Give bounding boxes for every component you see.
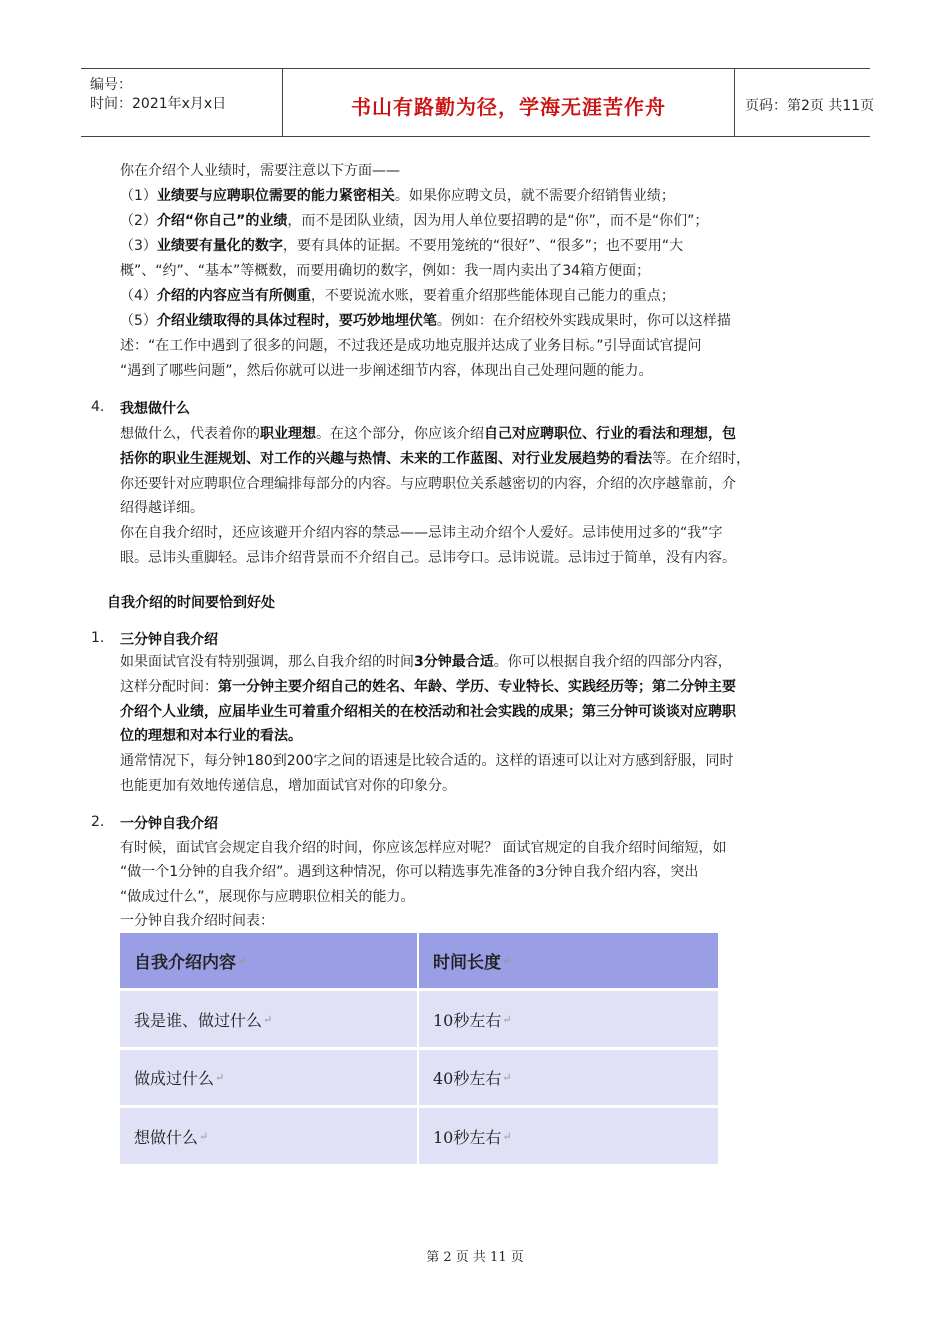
paragraph-line: 绍得越详细。 bbox=[120, 500, 204, 516]
intro-line: 你在介绍个人业绩时，需要注意以下方面—— bbox=[120, 163, 400, 179]
paragraph-line: 眼。忌讳头重脚轻。忌讳介绍背景而不介绍自己。忌讳夸口。忌讳说谎。忌讳过于简单，没有内容。 bbox=[120, 550, 736, 566]
cell-text: 10秒左右 bbox=[433, 1010, 502, 1030]
paragraph-line bbox=[120, 652, 732, 672]
table-cell bbox=[419, 991, 718, 1047]
text-run: 这样分配时间： bbox=[120, 679, 218, 695]
paragraph-line: 你在自我介绍时，还应该避开介绍内容的禁忌——忌讳主动介绍个人爱好。忌讳使用过多的“我”字 bbox=[120, 525, 723, 541]
text-run-bold: 自己对应聘职位、行业的看法和理想，包 bbox=[484, 426, 736, 442]
paragraph-mark-icon: ↵ bbox=[502, 954, 512, 967]
tip-item-5-cont: 述：“在工作中遇到了很多的问题，不过我还是成功地克服并达成了业务目标。”引导面试官提问 bbox=[120, 338, 702, 354]
tip-bold: 业绩要有量化的数字 bbox=[156, 238, 283, 254]
paragraph-line-bold: 介绍个人业绩，应届毕业生可着重介绍相关的在校活动和社会实践的成果；第三分钟可谈谈对应聘职 bbox=[120, 704, 736, 720]
table-row bbox=[120, 1108, 718, 1164]
cell-text: 自我介绍内容 bbox=[134, 953, 236, 973]
paragraph-line bbox=[120, 424, 736, 444]
tip-number: （5） bbox=[120, 313, 157, 329]
paragraph-mark-icon: ↵ bbox=[263, 1012, 273, 1026]
tip-number: （2） bbox=[120, 213, 157, 229]
tip-item-5 bbox=[120, 311, 731, 331]
table-cell bbox=[419, 1108, 718, 1164]
paragraph-line: 通常情况下，每分钟180到200字之间的语速是比较合适的。这样的语速可以让对方感到舒服，同时 bbox=[120, 753, 734, 769]
text-run: 。你可以根据自我介绍的四部分内容， bbox=[493, 654, 732, 670]
text-run: 等。在介绍时， bbox=[652, 451, 750, 467]
tip-item-3-cont: 概”、“约”、“基本”等概数，而要用确切的数字，例如：我一周内卖出了34箱方便面； bbox=[120, 263, 651, 279]
table-cell bbox=[120, 1108, 417, 1164]
tip-number: （4） bbox=[120, 288, 157, 304]
tip-item-1 bbox=[120, 186, 675, 206]
table-cell bbox=[419, 1050, 718, 1105]
paragraph-line bbox=[120, 449, 750, 469]
text-run-bold: 第一分钟主要介绍自己的姓名、年龄、学历、专业特长、实践经历等；第二分钟主要 bbox=[218, 679, 736, 695]
tip-text: ，而不是团队业绩，因为用人单位要招聘的是“你”，而不是“你们”； bbox=[287, 213, 709, 229]
section-title: 我想做什么 bbox=[120, 401, 190, 417]
table-caption: 一分钟自我介绍时间表： bbox=[120, 913, 274, 929]
tip-bold: 介绍“你自己”的业绩 bbox=[156, 213, 288, 229]
tip-bold: 业绩要与应聘职位需要的能力紧密相关 bbox=[156, 188, 395, 204]
cell-text: 我是谁、做过什么 bbox=[134, 1010, 263, 1030]
table-row bbox=[120, 1050, 718, 1105]
timing-heading: 自我介绍的时间要恰到好处 bbox=[107, 595, 275, 611]
tip-text: 。如果你应聘文员，就不需要介绍销售业绩； bbox=[394, 188, 675, 204]
table-cell bbox=[120, 991, 417, 1047]
tip-number: （1） bbox=[120, 188, 157, 204]
paragraph-mark-icon: ↵ bbox=[502, 1071, 512, 1084]
cell-text: 10秒左右 bbox=[433, 1127, 502, 1147]
cell-text: 时间长度 bbox=[433, 953, 501, 973]
tip-item-5-cont: “遇到了哪些问题”，然后你就可以进一步阐述细节内容，体现出自己处理问题的能力。 bbox=[120, 363, 653, 379]
section-number: 1. bbox=[91, 630, 105, 646]
text-run-bold: 职业理想 bbox=[260, 426, 316, 442]
header-page-cell bbox=[735, 69, 875, 136]
text-run: 。在这个部分，你应该介绍 bbox=[316, 426, 484, 442]
section-number: 4. bbox=[91, 399, 105, 415]
section-title: 一分钟自我介绍 bbox=[120, 816, 218, 832]
tip-text: 。例如：在介绍校外实践成果时，你可以这样描 bbox=[436, 313, 731, 329]
text-run: 想做什么，代表着你的 bbox=[120, 426, 260, 442]
cell-text: 做成过什么 bbox=[134, 1069, 215, 1088]
table-header-cell bbox=[419, 933, 718, 988]
paragraph-mark-icon: ↵ bbox=[502, 1012, 512, 1026]
paragraph-line: 你还要针对应聘职位合理编排每部分的内容。与应聘职位关系越密切的内容，介绍的次序越靠前，介 bbox=[120, 476, 736, 492]
text-run: 如果面试官没有特别强调，那么自我介绍的时间 bbox=[120, 654, 414, 670]
paragraph-mark-icon: ↵ bbox=[237, 954, 247, 967]
table-cell bbox=[120, 1050, 417, 1105]
table-row bbox=[120, 991, 718, 1047]
tip-bold: 介绍业绩取得的具体过程时，要巧妙地埋伏笔 bbox=[156, 313, 437, 329]
tip-text: ，不要说流水账，要着重介绍那些能体现自己能力的重点； bbox=[310, 288, 675, 304]
header-left-cell bbox=[81, 69, 282, 136]
tip-item-2 bbox=[120, 211, 708, 231]
paragraph-mark-icon: ↵ bbox=[199, 1129, 209, 1143]
table-header-row bbox=[120, 933, 718, 988]
header-motto-cell bbox=[282, 69, 735, 136]
tip-number: （3） bbox=[120, 238, 157, 254]
page-footer: 第 2 页 共 11 页 bbox=[426, 1250, 524, 1265]
tip-item-3 bbox=[120, 236, 683, 256]
page-header bbox=[81, 68, 875, 137]
cell-text: 想做什么 bbox=[134, 1127, 199, 1147]
document-date-label: 时间：2021年x月x日 bbox=[90, 96, 227, 112]
header-motto: 书山有路勤为径，学海无涯苦作舟 bbox=[351, 95, 666, 119]
paragraph-line: 也能更加有效地传递信息，增加面试官对你的印象分。 bbox=[120, 778, 456, 794]
table-header-cell bbox=[120, 933, 417, 988]
tip-item-4 bbox=[120, 286, 675, 306]
tip-text: ，要有具体的证据。不要用笼统的“很好”、“很多”；也不要用“大 bbox=[282, 238, 684, 254]
header-page-info: 页码：第2页 共11页 bbox=[745, 98, 875, 114]
paragraph-line bbox=[120, 677, 736, 697]
paragraph-line: “做成过什么”，展现你与应聘职位相关的能力。 bbox=[120, 889, 415, 905]
section-number: 2. bbox=[91, 814, 105, 830]
paragraph-line: “做一个1分钟的自我介绍”。遇到这种情况，你可以精选事先准备的3分钟自我介绍内容，突出 bbox=[120, 864, 699, 880]
document-number-label: 编号： bbox=[90, 77, 132, 93]
time-table bbox=[120, 933, 718, 1164]
paragraph-line: 有时候，面试官会规定自我介绍的时间，你应该怎样应对呢？ 面试官规定的自我介绍时间缩短，如 bbox=[120, 840, 727, 856]
paragraph-mark-icon: ↵ bbox=[215, 1071, 225, 1084]
paragraph-line-bold: 位的理想和对本行业的看法。 bbox=[120, 728, 302, 744]
cell-text: 40秒左右 bbox=[433, 1069, 502, 1088]
section-title: 三分钟自我介绍 bbox=[120, 632, 218, 648]
tip-bold: 介绍的内容应当有所侧重 bbox=[156, 288, 311, 304]
paragraph-mark-icon: ↵ bbox=[502, 1129, 512, 1143]
text-run-bold: 括你的职业生涯规划、对工作的兴趣与热情、未来的工作蓝图、对行业发展趋势的看法 bbox=[120, 451, 652, 467]
text-run-bold: 3分钟最合适 bbox=[414, 654, 494, 670]
